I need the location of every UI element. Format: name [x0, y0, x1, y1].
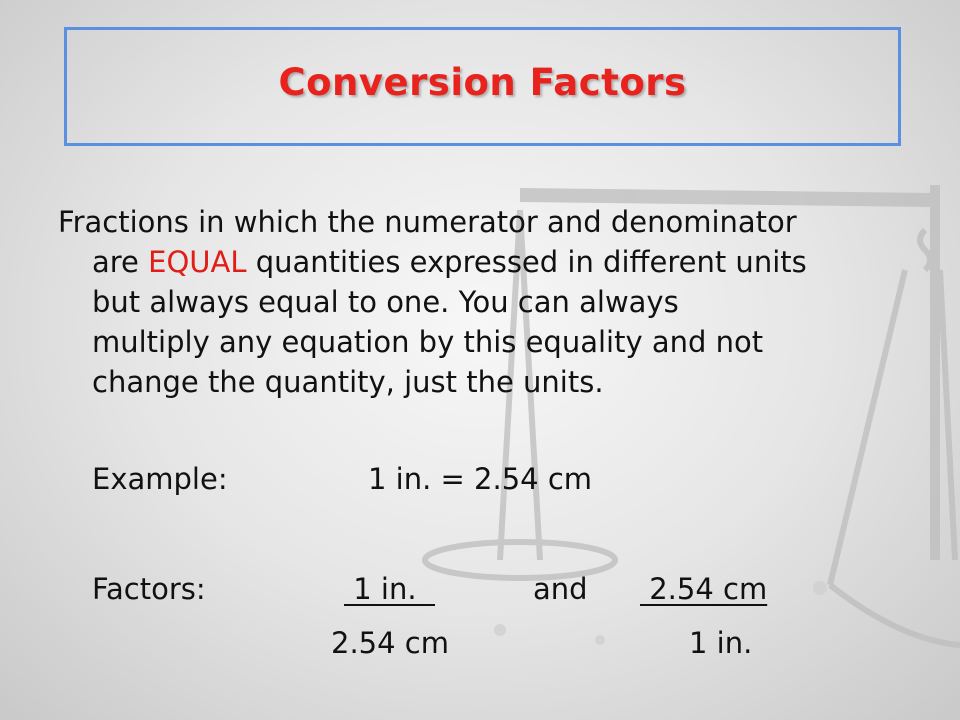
paragraph-line: Fractions in which the numerator and denominator: [58, 205, 797, 239]
factor2-numerator: 2.54 cm: [640, 572, 768, 606]
paragraph-line: [58, 242, 918, 282]
factors-label: Factors:: [92, 572, 206, 606]
factor1-denominator: 2.54 cm: [331, 626, 449, 660]
title-box: [64, 27, 901, 146]
factor2-denominator: 1 in.: [689, 626, 753, 660]
paragraph-line: multiply any equation by this equality and not: [92, 325, 764, 359]
paragraph-text: quantities expressed in different units: [246, 245, 807, 279]
paragraph-line: change the quantity, just the units.: [92, 365, 604, 399]
paragraph-line: but always equal to one. You can always: [92, 285, 679, 319]
definition-paragraph: [58, 202, 918, 402]
example-equation: 1 in. = 2.54 cm: [368, 462, 593, 496]
slide-title: Conversion Factors: [278, 61, 687, 104]
factors-and: and: [533, 572, 588, 606]
factor1-numerator: 1 in.: [344, 572, 435, 606]
example-label: Example:: [92, 462, 228, 496]
equal-highlight: EQUAL: [148, 245, 247, 279]
paragraph-text: are: [92, 245, 149, 279]
